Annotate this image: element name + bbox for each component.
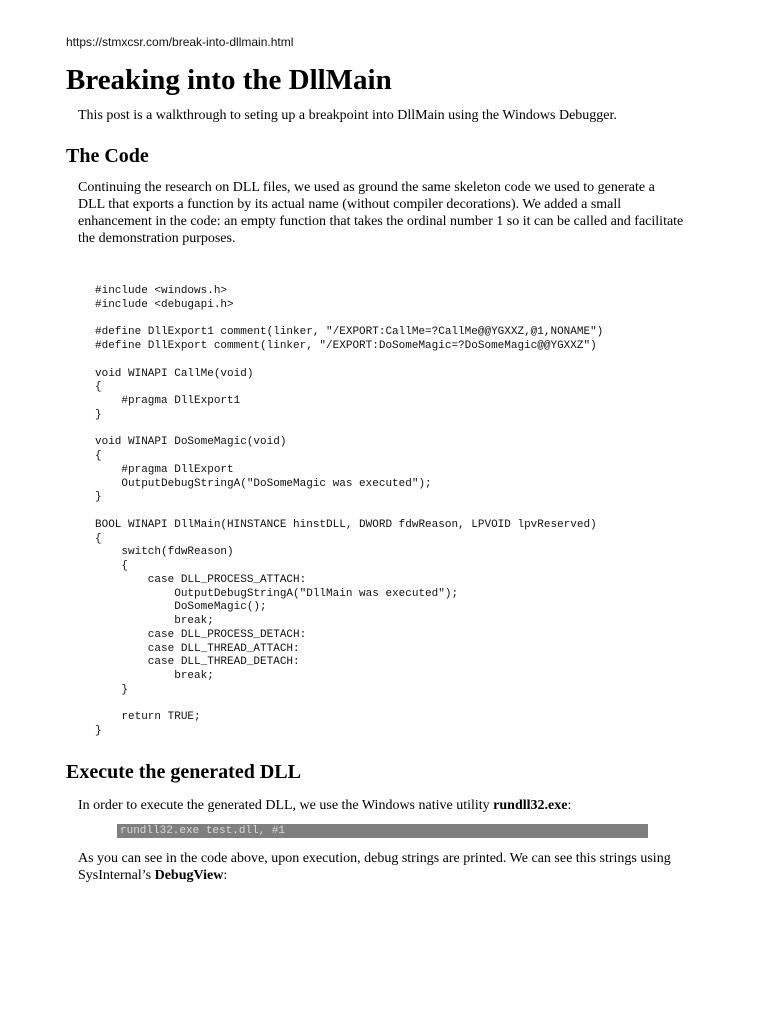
execute-paragraph <box>78 797 698 814</box>
debugview-paragraph <box>78 850 698 884</box>
command-text: rundll32.exe test.dll, #1 <box>120 825 286 837</box>
paragraph-line: the demonstration purposes. <box>78 231 236 246</box>
paragraph-line: enhancement in the code: an empty function that takes the ordinal number 1 so it can be called and facilitate <box>78 214 684 229</box>
code-section-paragraph <box>78 179 698 247</box>
command-line-box <box>117 824 648 838</box>
paragraph-line: DLL that exports a function by its actual name (without compiler decorations). We added a small <box>78 197 622 212</box>
code-block: #include <windows.h> #include <debugapi.h> #define DllExport1 comment(linker, "/EXPORT:CallMe=?CallMe@@YGXXZ,@1,NONAME") #define DllExport comment(linker, "/EXPORT:DoSomeMagic=?DoSomeMagic@@YGXXZ") void WINAPI CallMe(void) { #pragma DllExport1 } void WINAPI DoSomeMagic(void) { #pragma DllExport OutputDebugStringA("DoSomeMagic was executed"); } BOOL WINAPI DllMain(HINSTANCE hinstDLL, DWORD fdwReason, LPVOID lpvReserved) { switch(fdwReason) { case DLL_PROCESS_ATTACH: OutputDebugStringA("DllMain was executed"); DoSomeMagic(); break; case DLL_PROCESS_DETACH: case DLL_THREAD_ATTACH: case DLL_THREAD_DETACH: break; } return TRUE; } <box>95 285 604 737</box>
paragraph-line <box>78 867 698 884</box>
section-heading-the-code: The Code <box>66 145 149 167</box>
page-title: Breaking into the DllMain <box>66 64 392 96</box>
section-heading-execute-dll: Execute the generated DLL <box>66 761 301 783</box>
tool-name: DebugView <box>154 868 224 883</box>
paragraph-line: Continuing the research on DLL files, we used as ground the same skeleton code we used to generate a <box>78 180 655 195</box>
paragraph-text: SysInternal’s <box>78 868 155 883</box>
paragraph-text: In order to execute the generated DLL, we use the Windows native utility <box>78 798 494 813</box>
paragraph-line <box>78 797 698 814</box>
paragraph-punctuation: : <box>567 798 572 813</box>
paragraph-punctuation: : <box>223 868 228 883</box>
page-url[interactable]: https://stmxcsr.com/break-into-dllmain.html <box>66 35 294 49</box>
intro-paragraph: This post is a walkthrough to seting up a breakpoint into DllMain using the Windows Debugger. <box>78 108 617 123</box>
paragraph-line: As you can see in the code above, upon execution, debug strings are printed. We can see this strings using <box>78 851 671 866</box>
utility-name: rundll32.exe <box>493 798 568 813</box>
